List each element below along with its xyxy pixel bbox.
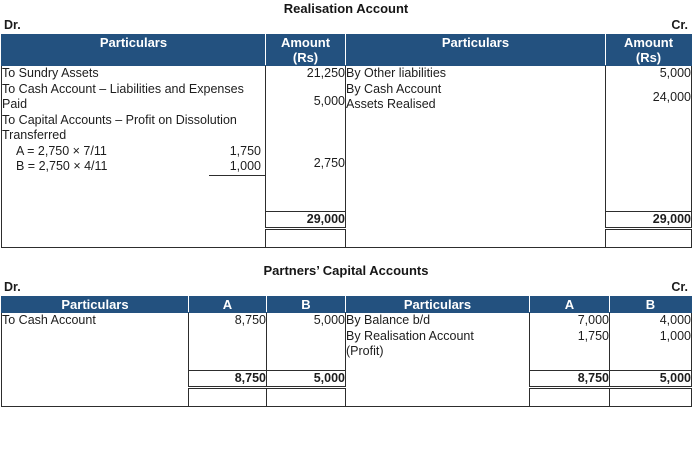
credit-entry-1-particulars: By Other liabilities xyxy=(346,66,447,80)
debit-entry-1-amount: 21,250 xyxy=(306,66,345,80)
partners-capital-accounts-block xyxy=(0,262,692,407)
debit-entry-3-particulars: To Capital Accounts – Profit on Dissolution Transferred xyxy=(2,112,237,142)
amount-header-line2: (Rs) xyxy=(292,50,319,65)
amount-spacer xyxy=(266,82,345,94)
debit-sub-entry-a xyxy=(2,144,265,160)
column-header-amount-credit xyxy=(606,35,692,66)
credit-entry-1-particulars-2: By Balance b/d xyxy=(346,313,431,327)
totals-row xyxy=(2,211,692,229)
blank-particulars-credit xyxy=(346,229,606,248)
credit-amount-cell xyxy=(606,66,692,212)
totals-row xyxy=(2,370,692,388)
partners-header-row xyxy=(2,297,692,313)
debit-a-cell xyxy=(189,313,267,371)
debit-entry-3-amount: 2,750 xyxy=(313,156,345,170)
blank-particulars-debit-2 xyxy=(2,388,189,407)
totals-particulars-debit-cell xyxy=(2,211,266,229)
amount-spacer-2 xyxy=(266,109,345,156)
debit-label: Dr. xyxy=(4,18,21,32)
blank-amount-debit xyxy=(266,229,346,248)
debit-sub-entry-a-label: A = 2,750 × 7/11 xyxy=(16,143,107,158)
credit-entry-1-a: 7,000 xyxy=(577,313,609,327)
blank-b-credit xyxy=(610,388,692,407)
debit-total-cell: 29,000 xyxy=(266,211,346,229)
credit-entry-2-particulars-line1-2: By Realisation Account xyxy=(346,328,474,343)
credit-entry-2-b: 1,000 xyxy=(659,328,691,343)
blank-particulars-credit-2 xyxy=(346,388,530,407)
debit-total-a-cell: 8,750 xyxy=(189,370,267,388)
blank-a-credit xyxy=(530,388,610,407)
realisation-header-row xyxy=(2,35,692,66)
debit-sub-entry-b-label: B = 2,750 × 4/11 xyxy=(16,159,108,173)
debit-entry-2-particulars: To Cash Account – Liabilities and Expenses Paid xyxy=(2,81,244,111)
column-header-b-credit: B xyxy=(610,297,692,313)
credit-entry-2-particulars-line1: By Cash Account xyxy=(346,81,442,96)
partners-capital-accounts-title: Partners’ Capital Accounts xyxy=(263,263,429,278)
amount-header-line1: Amount xyxy=(280,35,331,50)
debit-entry-1-a: 8,750 xyxy=(234,313,266,327)
column-header-b-debit: B xyxy=(267,297,346,313)
credit-entry-1-b: 4,000 xyxy=(659,313,691,327)
credit-entry-2-particulars-line2: Assets Realised xyxy=(346,97,436,111)
table-row xyxy=(2,66,692,212)
blank-particulars-debit xyxy=(2,229,266,248)
column-header-particulars-debit: Particulars xyxy=(2,35,266,66)
partners-drcr-row xyxy=(0,279,692,296)
credit-total-b-cell: 5,000 xyxy=(610,370,692,388)
realisation-account-table xyxy=(1,34,692,248)
column-header-a-debit: A xyxy=(189,297,267,313)
realisation-drcr-row xyxy=(0,17,692,34)
credit-entry-2-amount: 24,000 xyxy=(652,89,691,104)
debit-particulars-cell-2 xyxy=(2,313,189,371)
totals-particulars-credit-cell-2 xyxy=(346,370,530,388)
credit-entry-2-particulars-line2-2: (Profit) xyxy=(346,344,384,358)
debit-b-cell xyxy=(267,313,346,371)
trailing-blank-row xyxy=(2,229,692,248)
credit-a-cell xyxy=(530,313,610,371)
credit-total-a-cell: 8,750 xyxy=(530,370,610,388)
totals-particulars-debit-cell-2 xyxy=(2,370,189,388)
debit-sub-entry-b xyxy=(2,159,265,176)
credit-b-cell xyxy=(610,313,692,371)
totals-particulars-credit-cell xyxy=(346,211,606,229)
debit-amount-cell xyxy=(266,66,346,212)
debit-sub-entry-b-value: 1,000 xyxy=(209,159,265,176)
blank-b-debit xyxy=(267,388,346,407)
amount-header-line1-credit: Amount xyxy=(623,35,674,50)
debit-entry-1-particulars: To Sundry Assets xyxy=(2,66,99,80)
partners-capital-accounts-table xyxy=(1,296,692,407)
debit-entry-2-amount: 5,000 xyxy=(313,93,345,108)
debit-total-b-cell: 5,000 xyxy=(267,370,346,388)
credit-label: Cr. xyxy=(671,18,688,32)
credit-particulars-cell xyxy=(346,66,606,212)
column-header-particulars-credit-2: Particulars xyxy=(346,297,530,313)
debit-entry-1-particulars-2: To Cash Account xyxy=(2,313,96,327)
credit-label-2: Cr. xyxy=(671,280,688,294)
amount-header-line2-credit: (Rs) xyxy=(635,50,662,65)
debit-sub-entry-a-value: 1,750 xyxy=(229,143,261,158)
credit-total-cell: 29,000 xyxy=(606,211,692,229)
column-header-particulars-debit-2: Particulars xyxy=(2,297,189,313)
column-header-amount-debit xyxy=(266,35,346,66)
column-header-a-credit: A xyxy=(530,297,610,313)
debit-label-2: Dr. xyxy=(4,280,21,294)
blank-amount-credit xyxy=(606,229,692,248)
credit-entry-1-amount: 5,000 xyxy=(659,66,691,80)
debit-particulars-cell xyxy=(2,66,266,212)
credit-amount-spacer xyxy=(606,82,691,90)
debit-entry-1-b: 5,000 xyxy=(313,313,345,327)
trailing-blank-row xyxy=(2,388,692,407)
blank-a-debit xyxy=(189,388,267,407)
credit-entry-2-a: 1,750 xyxy=(577,328,609,343)
column-header-particulars-credit: Particulars xyxy=(346,35,606,66)
realisation-account-title: Realisation Account xyxy=(283,1,409,16)
table-row xyxy=(2,313,692,371)
credit-particulars-cell-2 xyxy=(346,313,530,371)
